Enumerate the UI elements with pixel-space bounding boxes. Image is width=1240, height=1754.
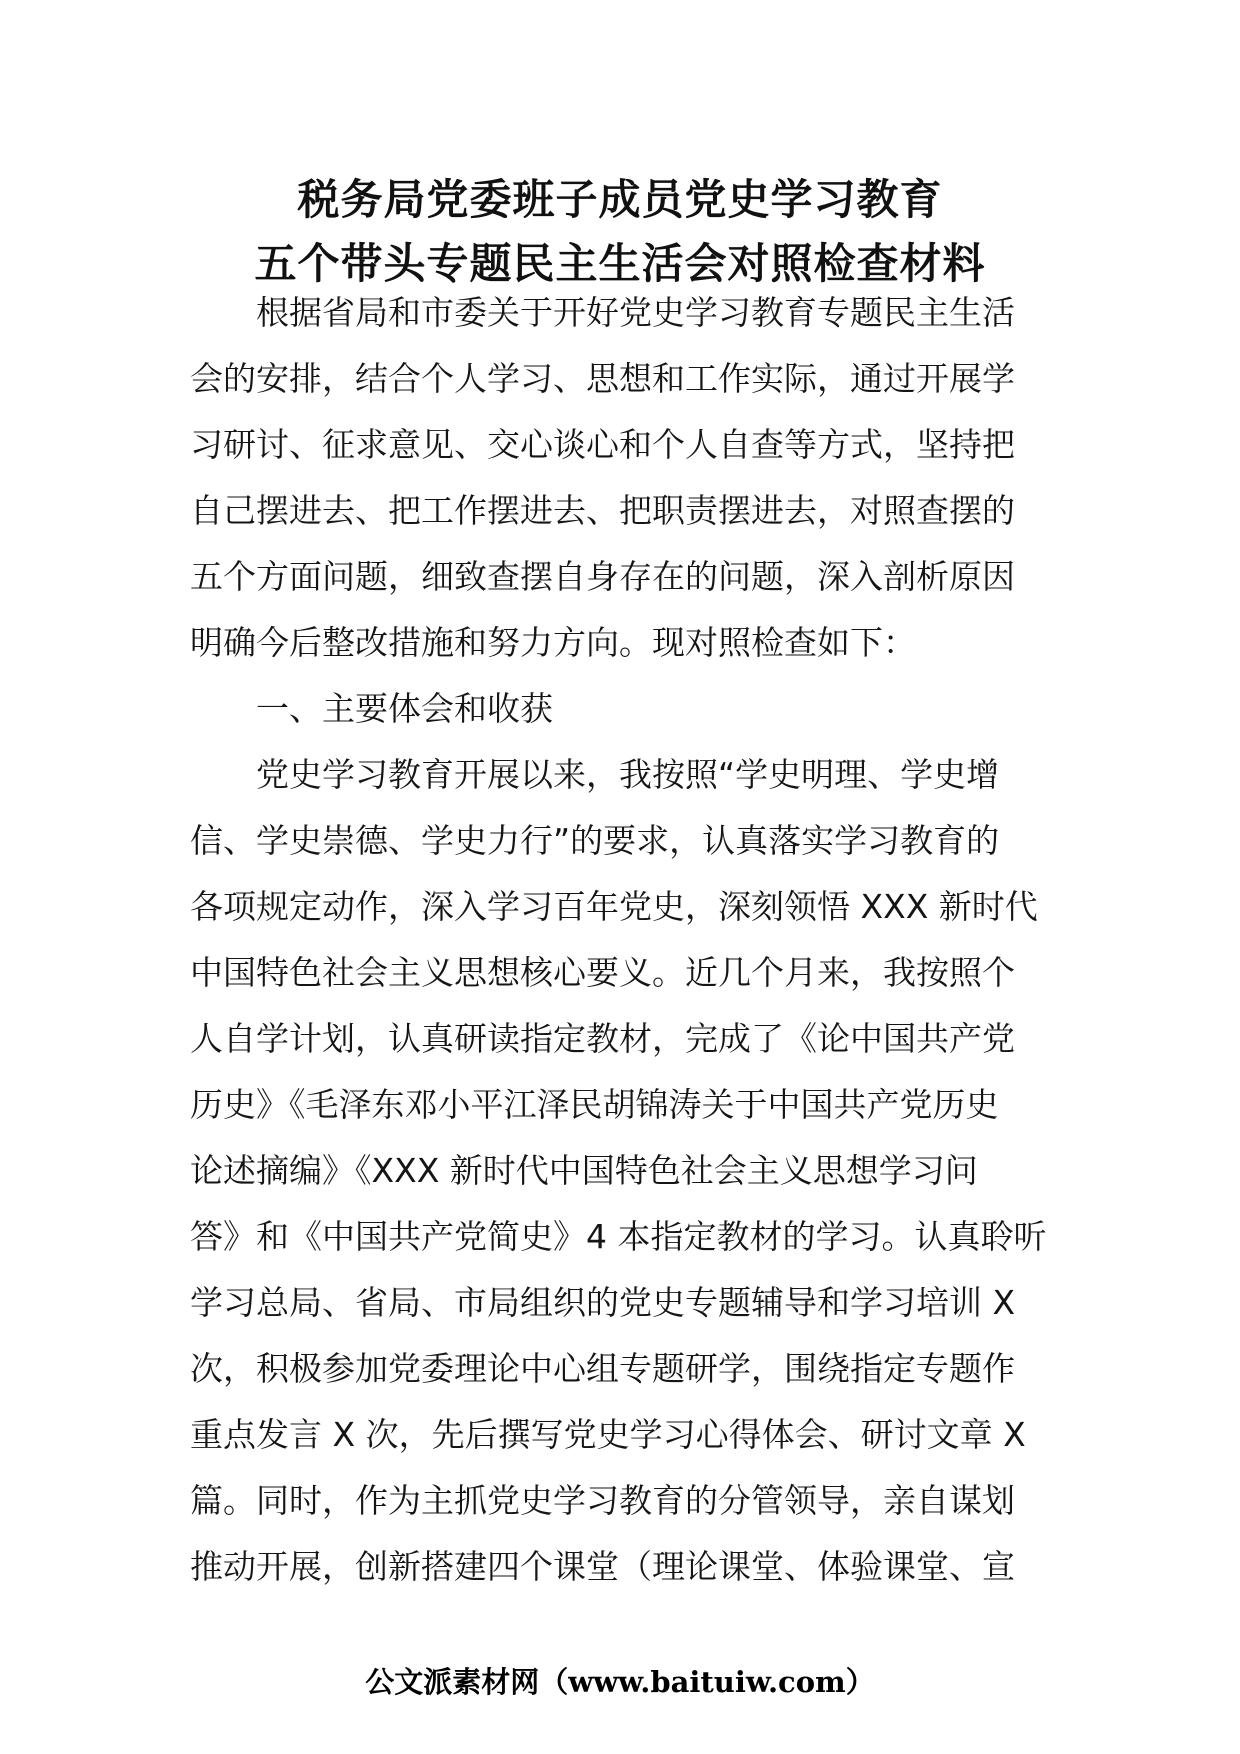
body-line: 自己摆进去、把工作摆进去、把职责摆进去，对照查摆的	[190, 491, 1015, 530]
body-line: 中国特色社会主义思想核心要义。近几个月来，我按照个	[190, 953, 1015, 992]
body-line: 明确今后整改措施和努力方向。现对照检查如下：	[190, 623, 916, 662]
body-line: 重点发言 X 次，先后撰写党史学习心得体会、研讨文章 X	[190, 1415, 1026, 1454]
body-line: 篇。同时，作为主抓党史学习教育的分管领导，亲自谋划	[190, 1481, 1015, 1520]
body-line: 学习总局、省局、市局组织的党史专题辅导和学习培训 X	[190, 1283, 1016, 1322]
source-watermark-footer: 公文派素材网（www.baituiw.com）	[365, 1665, 875, 1699]
body-line: 论述摘编》《XXX 新时代中国特色社会主义思想学习问	[190, 1151, 978, 1190]
section-heading: 一、主要体会和收获	[256, 689, 553, 728]
body-line: 五个方面问题，细致查摆自身存在的问题，深入剖析原因	[190, 557, 1015, 596]
document-title-line-2: 五个带头专题民主生活会对照检查材料	[254, 239, 986, 288]
body-line: 次，积极参加党委理论中心组专题研学，围绕指定专题作	[190, 1349, 1015, 1388]
body-line: 会的安排，结合个人学习、思想和工作实际，通过开展学	[190, 359, 1015, 398]
body-line: 答》和《中国共产党简史》4 本指定教材的学习。认真聆听	[190, 1217, 1047, 1256]
body-line: 信、学史崇德、学史力行”的要求，认真落实学习教育的	[190, 821, 1000, 860]
body-line: 历史》《毛泽东邓小平江泽民胡锦涛关于中国共产党历史	[190, 1085, 999, 1124]
body-line: 各项规定动作，深入学习百年党史，深刻领悟 XXX 新时代	[190, 887, 1038, 926]
body-line: 人自学计划，认真研读指定教材，完成了《论中国共产党	[190, 1019, 1015, 1058]
body-line: 根据省局和市委关于开好党史学习教育专题民主生活	[256, 293, 1015, 332]
document-title-line-1: 税务局党委班子成员党史学习教育	[297, 175, 943, 224]
body-line: 推动开展，创新搭建四个课堂（理论课堂、体验课堂、宣	[190, 1547, 1015, 1586]
body-line: 习研讨、征求意见、交心谈心和个人自查等方式，坚持把	[190, 425, 1015, 464]
body-line: 党史学习教育开展以来，我按照“学史明理、学史增	[256, 755, 1000, 794]
